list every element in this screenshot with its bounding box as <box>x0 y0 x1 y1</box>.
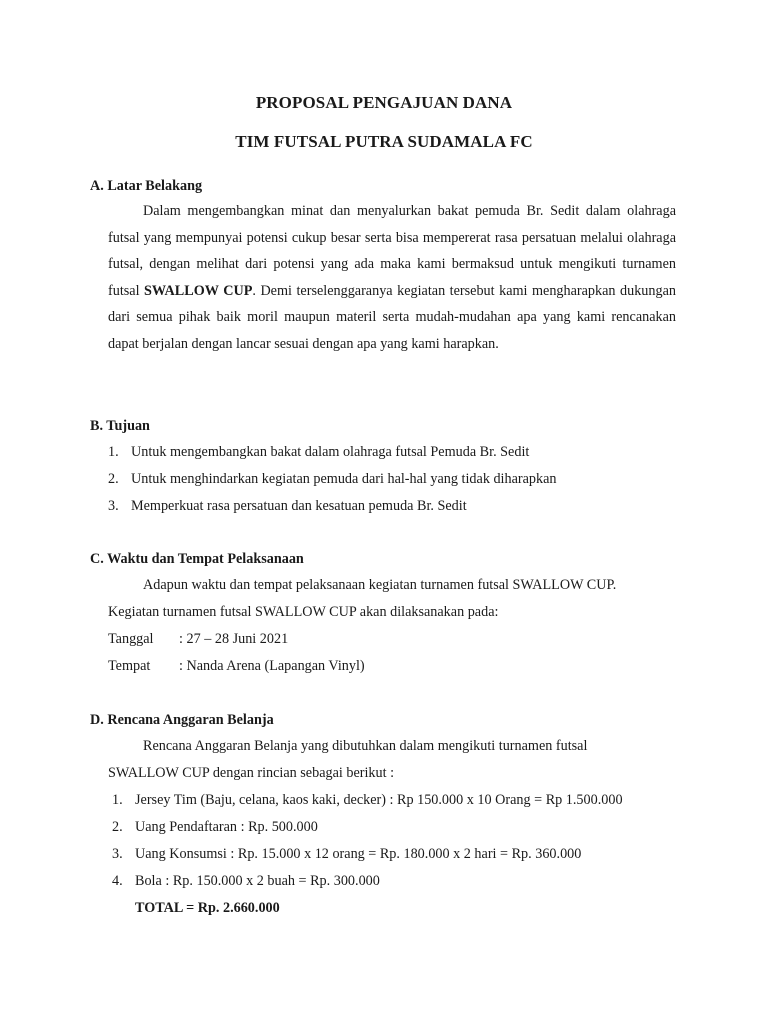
document-title-line1: PROPOSAL PENGAJUAN DANA <box>255 93 513 112</box>
list-item-text: Memperkuat rasa persatuan dan kesatuan pemuda Br. Sedit <box>131 498 467 514</box>
list-item-number: 2. <box>112 819 123 835</box>
list-item-number: 1. <box>112 792 123 808</box>
section-c-line1: Adapun waktu dan tempat pelaksanaan kegiatan turnamen futsal SWALLOW CUP. <box>143 577 617 593</box>
section-a-paragraph <box>108 198 676 357</box>
list-item <box>112 846 581 863</box>
tanggal-label: Tanggal <box>108 631 154 647</box>
list-item <box>108 498 467 515</box>
list-item <box>112 819 318 836</box>
list-item-text: Uang Konsumsi : Rp. 15.000 x 12 orang = Rp. 180.000 x 2 hari = Rp. 360.000 <box>135 846 582 862</box>
list-item-number: 4. <box>112 873 123 889</box>
list-item-number: 1. <box>108 444 119 460</box>
list-item-text: Bola : Rp. 150.000 x 2 buah = Rp. 300.000 <box>135 873 380 889</box>
list-item <box>108 471 556 488</box>
section-d-line2: SWALLOW CUP dengan rincian sebagai berikut : <box>108 765 395 781</box>
section-a-text-before: Dalam mengembangkan minat dan menyalurkan bakat pemuda Br. Sedit dalam olahraga futsal yang mempunyai potensi cukup besar serta bisa mempererat rasa persatuan melalui olahraga futsal, dengan melihat dari potensi yang ada maka kami bermaksud untuk mengikuti turnamen futsal <box>108 203 676 299</box>
section-c-heading: C. Waktu dan Tempat Pelaksanaan <box>90 551 304 567</box>
list-item-text: Uang Pendaftaran : Rp. 500.000 <box>135 819 318 835</box>
section-b-heading: B. Tujuan <box>90 418 150 434</box>
budget-total: TOTAL = Rp. 2.660.000 <box>135 900 280 916</box>
list-item-number: 3. <box>108 498 119 514</box>
tempat-value: : Nanda Arena (Lapangan Vinyl) <box>179 658 365 674</box>
list-item <box>112 873 380 890</box>
section-d-heading: D. Rencana Anggaran Belanja <box>90 712 274 728</box>
list-item <box>112 792 623 809</box>
list-item-text: Untuk menghindarkan kegiatan pemuda dari hal-hal yang tidak diharapkan <box>131 471 557 487</box>
document-title-line2: TIM FUTSAL PUTRA SUDAMALA FC <box>235 132 533 151</box>
section-c-line2: Kegiatan turnamen futsal SWALLOW CUP akan dilaksanakan pada: <box>108 604 499 620</box>
list-item <box>108 444 529 461</box>
list-item-number: 2. <box>108 471 119 487</box>
tempat-label: Tempat <box>108 658 151 674</box>
section-a-heading: A. Latar Belakang <box>90 178 203 194</box>
tanggal-value: : 27 – 28 Juni 2021 <box>179 631 289 647</box>
list-item-text: Jersey Tim (Baju, celana, kaos kaki, decker) : Rp 150.000 x 10 Orang = Rp 1.500.000 <box>135 792 623 808</box>
section-a-text-after: . Demi terselenggaranya kegiatan tersebut kami mengharapkan dukungan dari semua pihak baik moril maupun materil serta mudah-mudahan apa yang kami rencanakan dapat berjalan dengan lancar sesuai dengan apa yang kami harapkan. <box>108 282 676 352</box>
list-item-number: 3. <box>112 846 123 862</box>
list-item-text: Untuk mengembangkan bakat dalam olahraga futsal Pemuda Br. Sedit <box>131 444 530 460</box>
section-a-text-bold: SWALLOW CUP <box>144 282 253 299</box>
section-d-line1: Rencana Anggaran Belanja yang dibutuhkan dalam mengikuti turnamen futsal <box>143 738 588 754</box>
